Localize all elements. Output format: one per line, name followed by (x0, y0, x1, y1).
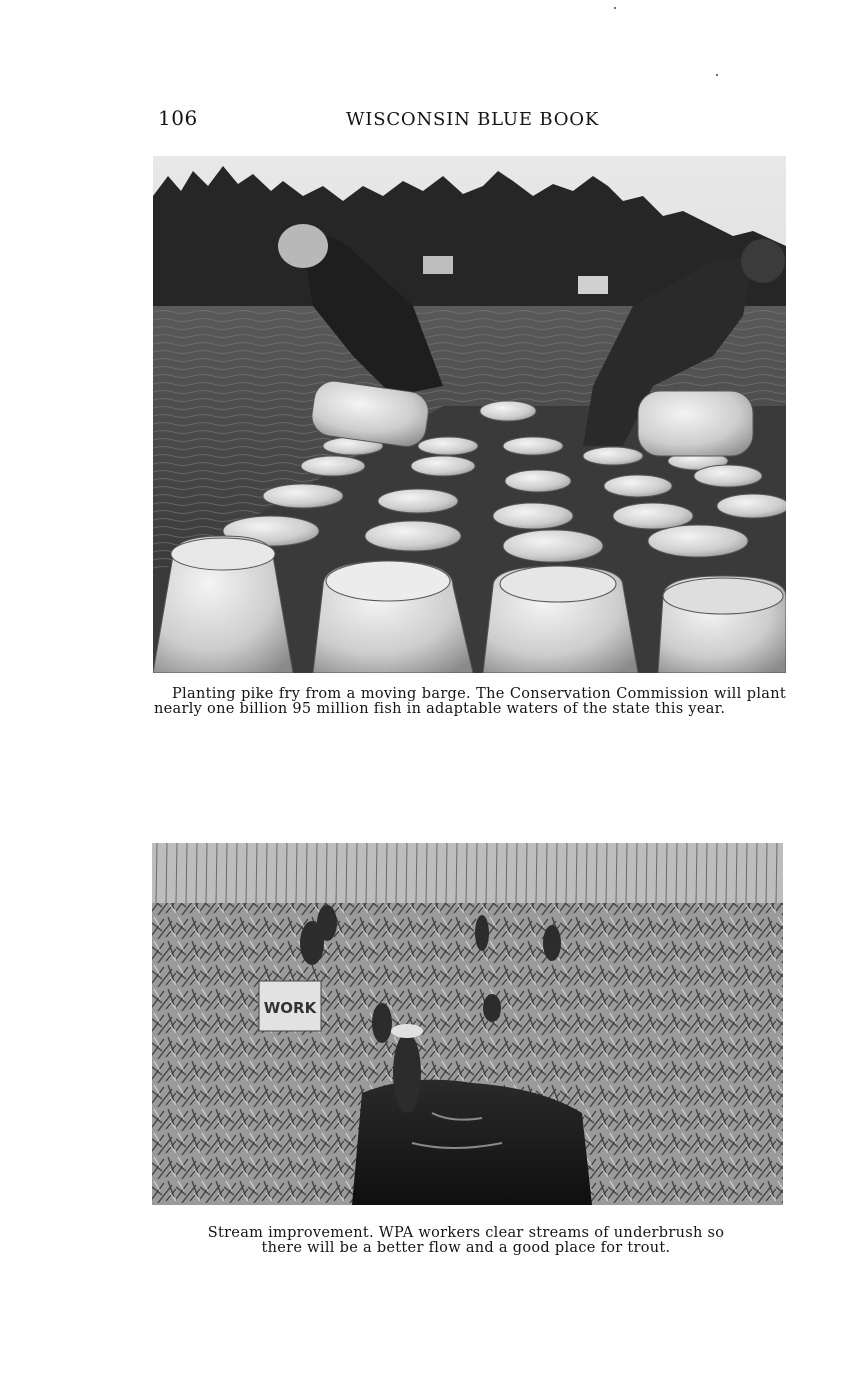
caption-line: there will be a better flow and a good place for trout. (261, 1240, 671, 1256)
caption-stream-improvement (150, 1226, 782, 1256)
caption-line: state this year. (612, 701, 726, 717)
scan-speck (716, 74, 718, 76)
work-sign-text: WORK (263, 999, 317, 1017)
caption-pike-fry (154, 687, 786, 717)
scan-speck (614, 7, 616, 9)
caption-line: will plant nearly one billion 95 million fish in adaptable waters of the (154, 686, 787, 717)
caption-line: Planting pike fry from a moving barge. The Conservation Commission (172, 686, 709, 702)
photo-pike-fry-barge (153, 156, 786, 673)
page-number: 106 (158, 106, 198, 130)
caption-line: Stream improvement. WPA workers clear streams of underbrush so (207, 1225, 725, 1241)
running-title: WISCONSIN BLUE BOOK (346, 109, 600, 130)
photo-stream-improvement (152, 843, 783, 1205)
